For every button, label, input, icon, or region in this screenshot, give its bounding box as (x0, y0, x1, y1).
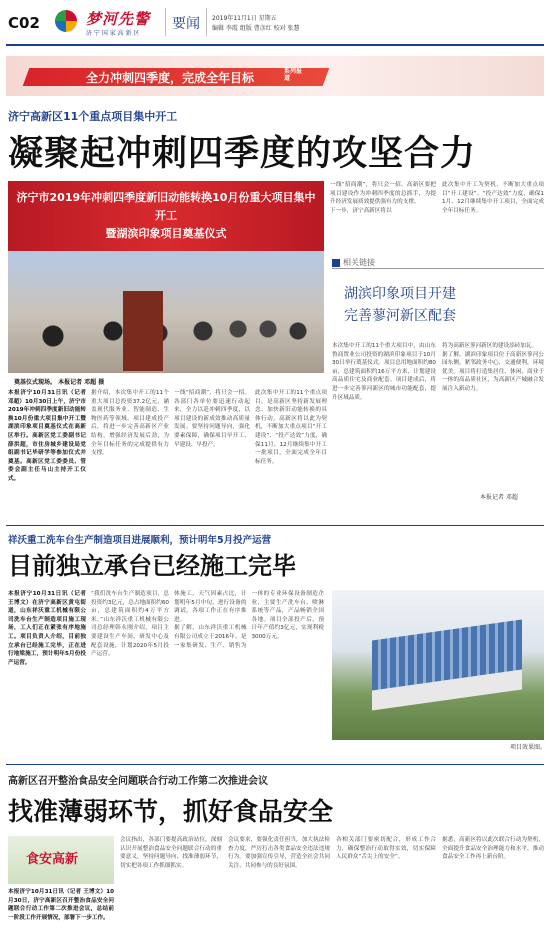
sidebar-title: 湖滨印象项目开建 (344, 286, 456, 302)
paper-name: 梦河先警 (86, 10, 151, 28)
sidebar-box-rule (332, 268, 544, 269)
rule (6, 525, 544, 526)
paper-subtitle: 济 宁 国 家 高 新 区 (86, 30, 140, 37)
photo-caption: 项目效果图。 (510, 744, 547, 751)
article-column: 此次集中开工为契机，不断加大重点项目“开工建设”、“投产达效”力度，确保11月、12月继续集中开工项目，全面完成全年目标任务。 (442, 182, 544, 214)
article-column (8, 888, 114, 940)
article-column: 一线“招商潮”，将只会一招。各部门各单位要迅速行动起来，全力以赴冲刺四季度，以项目建设的新成效推动高质量发展。要坚持问题导向，强化要素保障，确保项目早开工、早建设、早投产。 (174, 390, 250, 448)
sidebar-column: 本次集中开工的11个重大项目中，由山东鲁商置业公司投资的湖滨印象项目于10月30日举行奠基仪式。项目总用地面积约80亩，总建筑面积约16万平方米，计划建设高品质住宅及商业配套。项目建成后，将进一步完善蓼河新区的城市功能配套，提升区域品质。 (332, 343, 436, 401)
campaign-banner (6, 56, 544, 96)
rule (6, 764, 544, 765)
article-lead: 本报济宁10月31日讯（记者 王博文）10月30日，济宁高新区召开整治食品安全问题联合行动工作第二次推进会议，总结前一阶段工作开展情况，部署下一步工作。 (8, 889, 114, 921)
link-icon (332, 259, 340, 267)
article-column: 此次集中开工的11个重点项目，是高新区坚持新发展理念、加快新旧动能转换的具体行动。高新区将以此为契机，不断加大重点项目“开工建设”、“投产达效”力度，确保11月、12月继续集中开工一批项目，全面完成全年目标任务。 (255, 390, 327, 465)
article-headline: 目前独立承台已经施工完毕 (8, 551, 296, 580)
banner-slogan: 全力冲刺四季度，完成全年目标 (86, 71, 255, 85)
food-safety-poster (8, 836, 114, 884)
article-headline: 凝聚起冲刺四季度的攻坚合力 (8, 133, 477, 174)
project-rendering-photo (332, 590, 544, 740)
page-number: C02 (8, 14, 40, 32)
article-kicker: 祥沃重工洗车台生产制造项目进展顺利，预计明年5月投产运营 (8, 535, 272, 546)
stage-screen-text: 济宁市2019年冲刺四季度新旧动能转换10月份重大项目集中开工 暨湖滨印象项目奠基仪式 (16, 191, 316, 240)
sidebar-author: 本报记者 邓超 (480, 494, 518, 501)
sidebar-title: 完善蓼河新区配套 (344, 308, 456, 324)
photo-caption: 奠基仪式现场。 本报记者 邓超 摄 (14, 379, 105, 386)
article-column (8, 389, 86, 519)
article-column: 会议要求，要强化责任担当，加大执法检查力度，严厉打击各类食品安全违法违规行为。要加强宣传引导，营造全社会共同关注、共同参与的良好氛围。 (228, 837, 330, 869)
article-column: 体施工，天气因素占比，计划明年5月中旬，进行设备的调试，各项工作正在有序推进。 据了解，山东祥沃重工机械有限公司成立于2016年，是一家集研发、生产、销售为一体的专业环保设备制造企业，主要生产洗车台、喷淋系统等产品，产品畅销全国各地。项目全部投产后，预计年产值约3亿元，实现利税3000万元。 (174, 591, 324, 649)
related-link-text: 相关链接 (343, 258, 375, 267)
divider (165, 8, 166, 36)
article-headline: 找准薄弱环节，抓好食品安全 (8, 797, 334, 826)
ceremony-photo (8, 181, 324, 373)
article-column: 据介绍，本次集中开工的11个重大项目总投资37.2亿元，涵盖现代服务业、智能制造、生物医药等领域。项目建成投产后，将进一步完善高新区产业结构，增强经济发展后劲，为全年目标任务的完成提供有力支撑。 (91, 390, 169, 457)
article-column: 据悉，高新区将以此次联合行动为契机，全面提升食品安全治理能力和水平，推动食品安全工作再上新台阶。 (442, 837, 544, 861)
article-kicker: 高新区召开整治食品安全问题联合行动工作第二次推进会议 (8, 776, 268, 787)
poster-title: 食安高新 (26, 852, 79, 867)
divider (206, 8, 207, 36)
related-link-label (332, 257, 375, 268)
masthead (0, 0, 550, 44)
article-column (8, 590, 86, 760)
editor-line: 编辑 李霞 组版 曹彦红 校对 张慧 (212, 25, 300, 32)
banner-tag: 系列报道 (284, 68, 303, 82)
paper-logo-icon (55, 10, 77, 32)
podium (123, 291, 163, 371)
article-column: “我们洗车台生产制造项目，总投资约3亿元，总占地面积约60亩，总建筑面积约4万平方米。”山东祥沃重工机械有限公司总经理韩永刚介绍，项目主要建设生产车间、研发中心及配套设施，计划2020年5月投产运营。 (91, 591, 169, 658)
sidebar-column: 将为高新区蓼河新区的建设添砖加瓦。 据了解，湖滨印象项目位于高新区蓼河公园东侧，紧邻政务中心，交通便利，环境优美。项目将打造集居住、休闲、商业于一体的高品质社区，为高新区产城融合发展注入新动力。 (442, 343, 544, 392)
section-name: 要闻 (172, 16, 200, 32)
rule (6, 44, 544, 46)
article-column: 各相关部门要密切配合，形成工作合力，确保整治行动取得实效，切实保障人民群众“舌尖上的安全”。 (336, 837, 436, 861)
date-line: 2019年11月1日 星期五 (212, 15, 277, 22)
article-lead: 本报济宁10月31日讯（记者 王博文）在济宁高新区黄屯街道，山东祥沃重工机械有限公司洗车台生产制造项目施工现场，工人们正在紧张有序地施工。项目负责人介绍，目前独立承台已经施工完毕，正在进行地梁施工，预计明年5月份投产运营。 (8, 591, 86, 666)
article-lead: 本报济宁10月31日讯（记者 邓超）10月30日上午，济宁市2019年冲刺四季度新旧动能转换10月份重大项目集中开工暨湖滨印象项目奠基仪式在高新区举行。高新区党工委副书记薛洪超，市住房城乡建设局党组副书记毕研学等参加仪式并奠基。高新区党工委委员、管委会副主任马山主持开工仪式。 (8, 390, 86, 482)
article-kicker: 济宁高新区11个重点项目集中开工 (8, 110, 178, 123)
article-column: 会议指出，各部门要提高政治站位，深刻认识开展整治食品安全问题联合行动的重要意义，坚持问题导向，找准薄弱环节，切实把各项工作抓细抓实。 (120, 837, 222, 869)
article-column: 一线“招商潮”，将只会一招。高新区要把项目建设作为冲刺四季度的总抓手，为提升经济发展质效提供强有力的支撑。 下一步，济宁高新区将以 (330, 182, 436, 214)
stage-crowd (8, 251, 324, 373)
